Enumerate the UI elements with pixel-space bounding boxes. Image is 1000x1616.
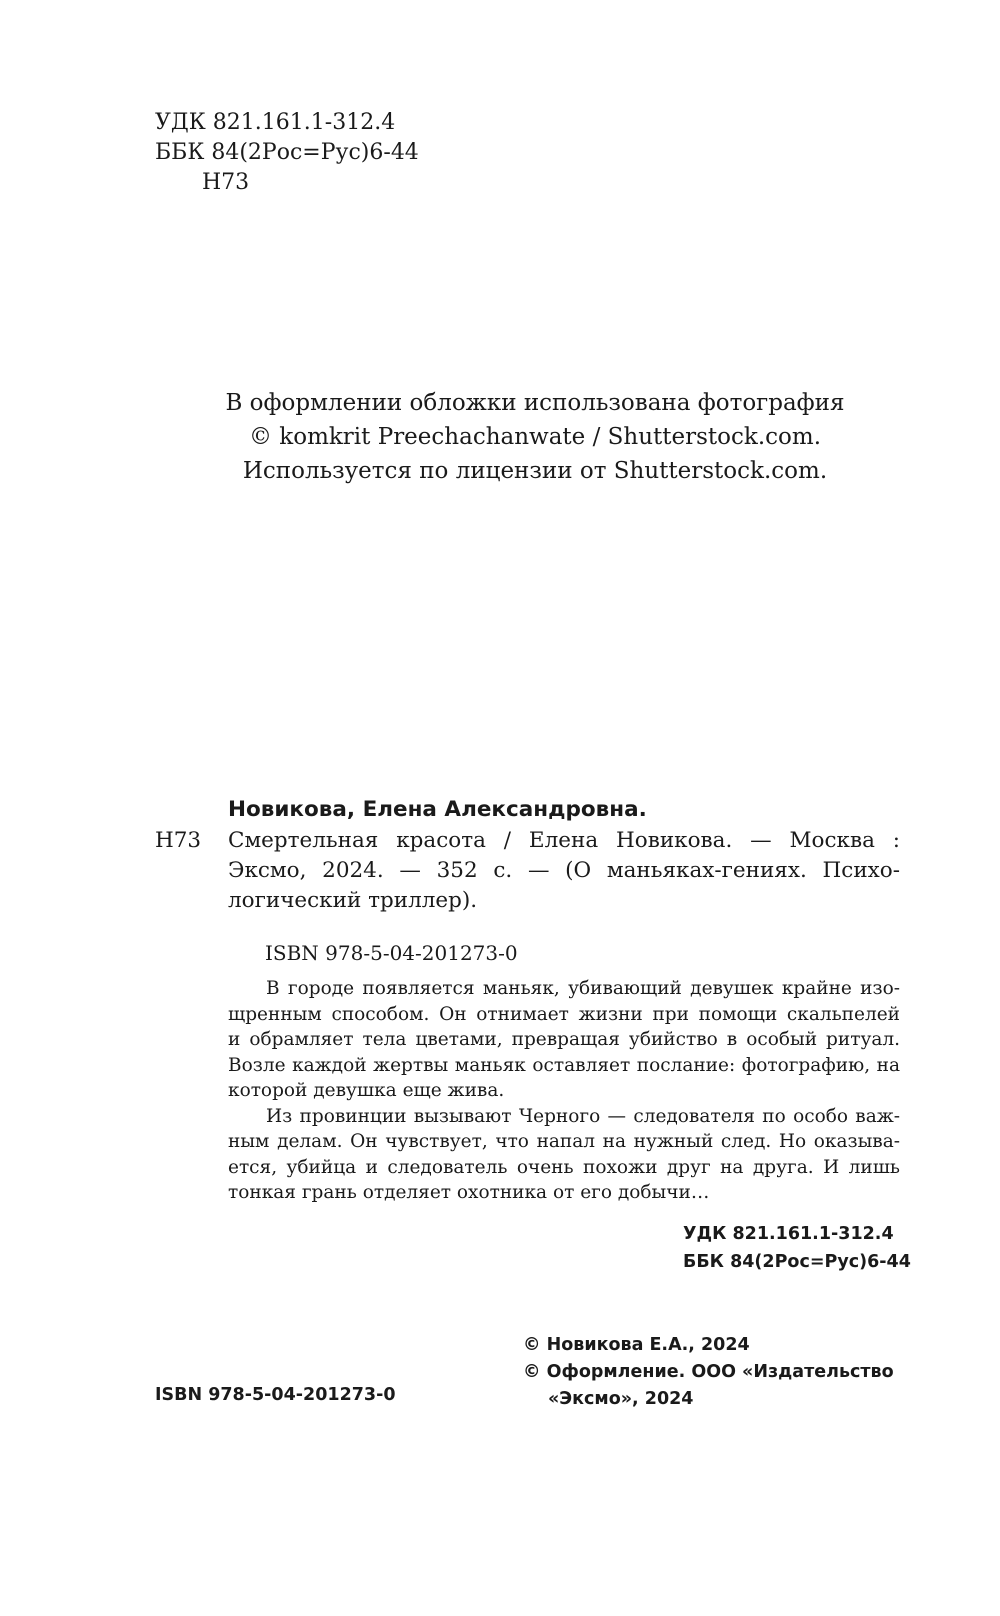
copyright-author: © Новикова Е.А., 2024 [523, 1335, 750, 1355]
annotation-line: тонкая грань отделяет охотника от его добычи… [228, 1182, 710, 1203]
catalog-isbn: ISBN 978-5-04-201273-0 [265, 941, 518, 965]
description-line: Эксмо, 2024. — 352 с. — (О маньяках-гениях. Психо- [228, 858, 900, 883]
copyright-design-continued: «Эксмо», 2024 [548, 1389, 694, 1409]
bbk-code: ББК 84(2Рос=Рус)6-44 [155, 140, 419, 165]
description-line: логический триллер). [228, 888, 478, 913]
book-annotation [228, 976, 900, 1206]
isbn-bottom: ISBN 978-5-04-201273-0 [155, 1385, 396, 1405]
bottom-classification-codes [683, 1220, 911, 1276]
catalog-author-heading: Новикова, Елена Александровна. [228, 797, 647, 822]
bbk-code-bottom: ББК 84(2Рос=Рус)6-44 [683, 1252, 911, 1272]
description-line: Смертельная красота / Елена Новикова. — Москва : [228, 828, 900, 853]
udk-code: УДК 821.161.1-312.4 [155, 110, 396, 135]
photo-credit-line: В оформлении обложки использована фотография [225, 390, 845, 416]
copyright-design: © Оформление. ООО «Издательство [523, 1362, 894, 1382]
copyright-notices [523, 1332, 894, 1413]
annotation-line: ется, убийца и следователь очень похожи друг на друга. И лишь [228, 1156, 900, 1178]
annotation-line: ным делам. Он чувствует, что напал на нужный след. Но оказыва- [228, 1131, 900, 1152]
annotation-line: щренным способом. Он отнимает жизни при помощи скальпелей [228, 1003, 900, 1025]
annotation-line: В городе появляется маньяк, убивающий девушек крайне изо- [266, 978, 900, 999]
cover-photo-credit [150, 386, 920, 488]
photo-credit-line: Используется по лицензии от Shutterstock.com. [242, 458, 828, 484]
annotation-line: Из провинции вызывают Черного — следователя по особо важ- [266, 1105, 900, 1127]
udk-code-bottom: УДК 821.161.1-312.4 [683, 1224, 894, 1244]
photo-credit-line: © komkrit Preechachanwate / Shutterstock.com. [248, 424, 822, 450]
header-classification-codes [155, 108, 419, 198]
annotation-line: Возле каждой жертвы маньяк оставляет послание: фотографию, на [228, 1054, 900, 1076]
annotation-line: и обрамляет тела цветами, превращая убийство в особый ритуал. [228, 1029, 900, 1050]
author-sign: Н73 [202, 170, 250, 195]
bibliographic-description [228, 826, 900, 916]
annotation-line: которой девушка еще жива. [228, 1080, 505, 1101]
catalog-author-sign: Н73 [155, 828, 202, 853]
